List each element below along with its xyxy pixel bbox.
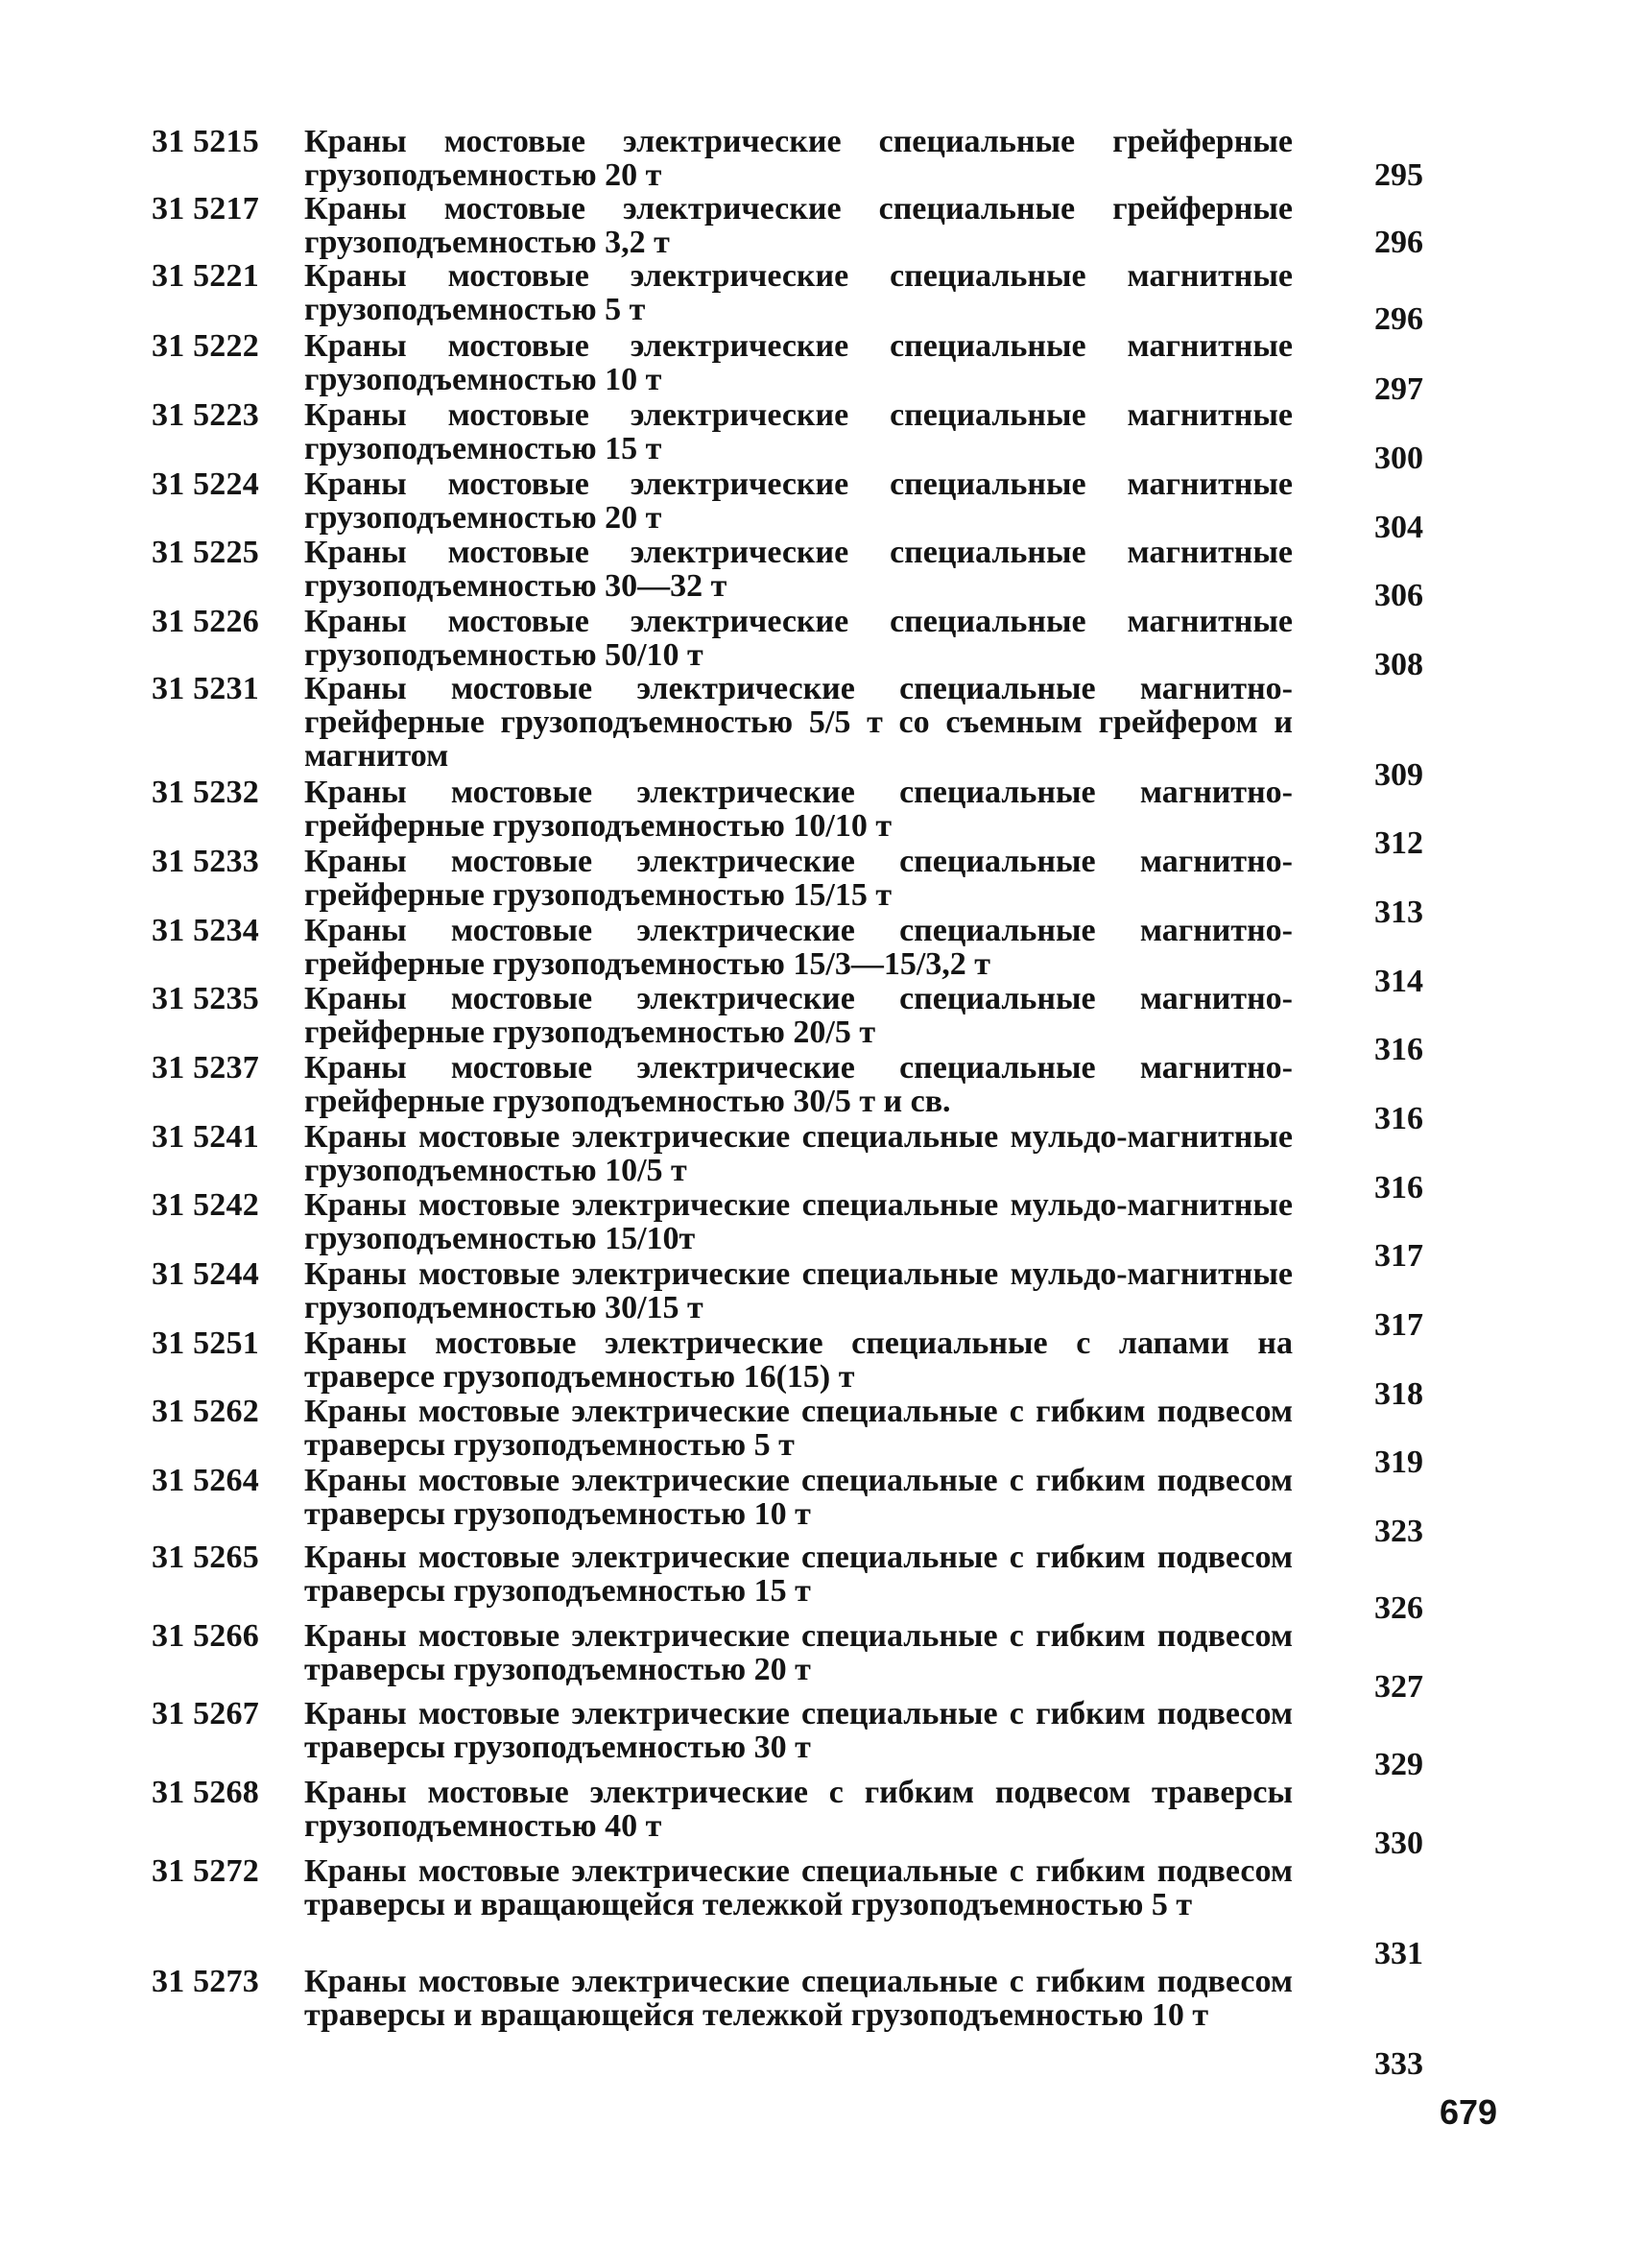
entry-description: Краны мостовые электрические специальные магнитные грузоподъемностью 50/10 т	[304, 604, 1293, 673]
entry-description: Краны мостовые электрические специальные с гибким подвесом траверсы грузоподъемностью 15 т	[304, 1540, 1293, 1609]
entry-page-number: 327	[1374, 1669, 1423, 1705]
entry-description: Краны мостовые электрические специальные магнитные грузоподъемностью 30—32 т	[304, 535, 1293, 604]
entry-code: 31 5231	[152, 671, 259, 706]
entry-code: 31 5241	[152, 1119, 259, 1155]
entry-description: Краны мостовые электрические специальные грейферные грузоподъемностью 3,2 т	[304, 191, 1293, 260]
entry-code: 31 5242	[152, 1187, 259, 1223]
entry-code: 31 5217	[152, 191, 259, 227]
entry-description: Краны мостовые электрические специальные с лапами на траверсе грузоподъемностью 16(15) т	[304, 1325, 1293, 1395]
entry-code: 31 5215	[152, 124, 259, 159]
entry-description: Краны мостовые электрические специальные магнитно-грейферные грузоподъемностью 15/15 т	[304, 844, 1293, 913]
entry-code: 31 5268	[152, 1775, 259, 1810]
entry-code: 31 5222	[152, 328, 259, 364]
entry-code: 31 5267	[152, 1696, 259, 1731]
entry-description: Краны мостовые электрические специальные с гибким подвесом траверсы грузоподъемностью 20 т	[304, 1618, 1293, 1687]
entry-page-number: 300	[1374, 441, 1423, 476]
entry-page-number: 317	[1374, 1307, 1423, 1343]
entry-description: Краны мостовые электрические специальные магнитно-грейферные грузоподъемностью 5/5 т со съемным грейфером и магнитом	[304, 671, 1293, 774]
entry-description: Краны мостовые электрические специальные магнитные грузоподъемностью 15 т	[304, 397, 1293, 466]
entry-code: 31 5272	[152, 1853, 259, 1889]
entry-description: Краны мостовые электрические специальные с гибким подвесом траверсы грузоподъемностью 5 т	[304, 1394, 1293, 1463]
entry-description: Краны мостовые электрические специальные магнитные грузоподъемностью 5 т	[304, 258, 1293, 327]
entry-description: Краны мостовые электрические специальные магнитно-грейферные грузоподъемностью 30/5 т и св.	[304, 1050, 1293, 1119]
entry-description: Краны мостовые электрические специальные мульдо-магнитные грузоподъемностью 30/15 т	[304, 1256, 1293, 1325]
entry-description: Краны мостовые электрические специальные магнитные грузоподъемностью 10 т	[304, 328, 1293, 397]
entry-page-number: 317	[1374, 1238, 1423, 1274]
entry-description: Краны мостовые электрические специальные с гибким подвесом траверсы и вращающейся тележкой грузоподъемностью 10 т	[304, 1964, 1293, 2033]
entry-page-number: 329	[1374, 1747, 1423, 1782]
entry-page-number: 326	[1374, 1590, 1423, 1626]
entry-description: Краны мостовые электрические специальные магнитные грузоподъемностью 20 т	[304, 466, 1293, 536]
entry-page-number: 309	[1374, 757, 1423, 793]
entry-page-number: 297	[1374, 371, 1423, 407]
entry-code: 31 5237	[152, 1050, 259, 1086]
entry-page-number: 304	[1374, 510, 1423, 545]
entry-page-number: 313	[1374, 895, 1423, 930]
entry-code: 31 5233	[152, 844, 259, 879]
entry-description: Краны мостовые электрические специальные магнитно-грейферные грузоподъемностью 10/10 т	[304, 775, 1293, 844]
entry-description: Краны мостовые электрические специальные мульдо-магнитные грузоподъемностью 10/5 т	[304, 1119, 1293, 1188]
entry-page-number: 312	[1374, 825, 1423, 861]
entry-code: 31 5265	[152, 1540, 259, 1575]
entry-page-number: 318	[1374, 1376, 1423, 1412]
entry-page-number: 296	[1374, 225, 1423, 260]
entry-code: 31 5262	[152, 1394, 259, 1429]
entry-description: Краны мостовые электрические с гибким подвесом траверсы грузоподъемностью 40 т	[304, 1775, 1293, 1844]
entry-code: 31 5251	[152, 1325, 259, 1361]
entry-page-number: 314	[1374, 964, 1423, 999]
entry-code: 31 5224	[152, 466, 259, 502]
entry-code: 31 5232	[152, 775, 259, 810]
entry-code: 31 5234	[152, 913, 259, 948]
page-number: 679	[1440, 2092, 1498, 2132]
entry-code: 31 5225	[152, 535, 259, 570]
entry-description: Краны мостовые электрические специальные магнитно-грейферные грузоподъемностью 15/3—15/3,2 т	[304, 913, 1293, 982]
entry-page-number: 330	[1374, 1826, 1423, 1861]
entry-page-number: 316	[1374, 1101, 1423, 1136]
entry-code: 31 5223	[152, 397, 259, 433]
entry-code: 31 5221	[152, 258, 259, 294]
entry-description: Краны мостовые электрические специальные мульдо-магнитные грузоподъемностью 15/10т	[304, 1187, 1293, 1256]
entry-page-number: 306	[1374, 578, 1423, 613]
entry-page-number: 308	[1374, 647, 1423, 682]
entry-page-number: 296	[1374, 301, 1423, 337]
entry-page-number: 323	[1374, 1514, 1423, 1549]
entry-page-number: 295	[1374, 157, 1423, 193]
entry-description: Краны мостовые электрические специальные с гибким подвесом траверсы и вращающейся тележкой грузоподъемностью 5 т	[304, 1853, 1293, 1922]
entry-page-number: 316	[1374, 1032, 1423, 1067]
entry-code: 31 5244	[152, 1256, 259, 1292]
entry-description: Краны мостовые электрические специальные грейферные грузоподъемностью 20 т	[304, 124, 1293, 193]
entry-code: 31 5235	[152, 981, 259, 1016]
entry-code: 31 5264	[152, 1463, 259, 1498]
entry-page-number: 316	[1374, 1170, 1423, 1206]
entry-code: 31 5226	[152, 604, 259, 639]
entry-page-number: 319	[1374, 1444, 1423, 1480]
entry-code: 31 5266	[152, 1618, 259, 1654]
entry-description: Краны мостовые электрические специальные с гибким подвесом траверсы грузоподъемностью 30 т	[304, 1696, 1293, 1765]
entry-page-number: 333	[1374, 2046, 1423, 2082]
entry-page-number: 331	[1374, 1936, 1423, 1971]
entry-description: Краны мостовые электрические специальные с гибким подвесом траверсы грузоподъемностью 10 т	[304, 1463, 1293, 1532]
entry-description: Краны мостовые электрические специальные магнитно-грейферные грузоподъемностью 20/5 т	[304, 981, 1293, 1050]
entry-code: 31 5273	[152, 1964, 259, 1999]
